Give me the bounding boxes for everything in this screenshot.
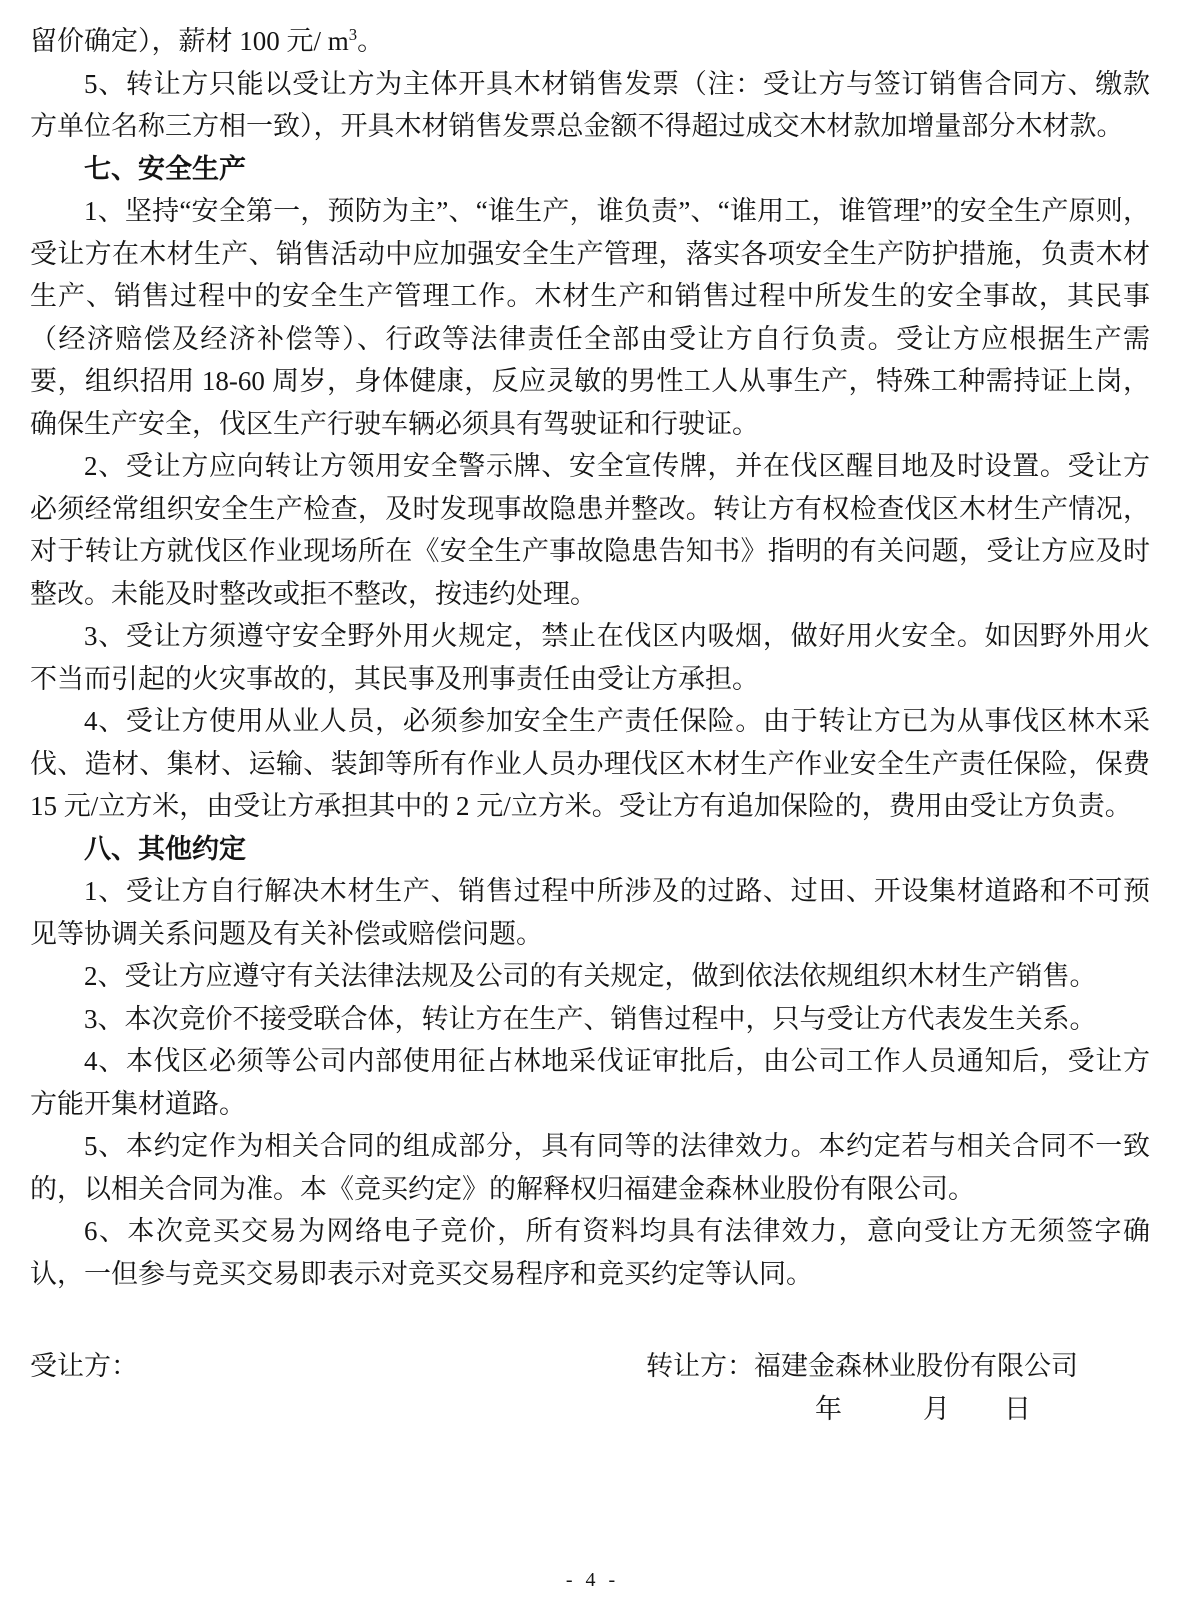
- paragraph: [30, 870, 1150, 955]
- paragraph: [30, 1040, 1150, 1125]
- section-heading: [30, 828, 1150, 871]
- paragraph: [30, 20, 1150, 63]
- text-run: 3、本次竞价不接受联合体，转让方在生产、销售过程中，只与受让方代表发生关系。: [84, 1003, 1097, 1034]
- paragraph: [30, 190, 1150, 445]
- text-run: 2、受让方应遵守有关法律法规及公司的有关规定，做到依法依规组织木材生产销售。: [84, 961, 1097, 991]
- text-run: 5、本约定作为相关合同的组成部分，具有同等的法律效力。本约定若与相关合同不一致的，以相关合同为准。本《竞买约定》的解释权归福建金森林业股份有限公司。: [30, 1131, 1150, 1204]
- paragraph: [30, 1210, 1150, 1295]
- signature-date-line: 年 月 日: [815, 1393, 1031, 1424]
- text-run: 留价确定），薪材 100 元/ m: [30, 26, 349, 56]
- text-run: 4、受让方使用从业人员，必须参加安全生产责任保险。由于转让方已为从事伐区林木采伐、造材、集材、运输、装卸等所有作业人员办理伐区木材生产作业安全生产责任保险，保费 15 元/立方米，由受让方承担其中的 2 元/立方米。受让方有追加保险的，费用由受让方负责。: [30, 706, 1150, 821]
- text-run: 1、受让方自行解决木材生产、销售过程中所涉及的过路、过田、开设集材道路和不可预见等协调关系问题及有关补偿或赔偿问题。: [30, 876, 1150, 949]
- transferee-signature-label: 受让方：: [30, 1351, 138, 1381]
- paragraph: [30, 998, 1150, 1041]
- text-run: 八、其他约定: [84, 833, 246, 864]
- paragraph: [30, 955, 1150, 998]
- paragraph: [30, 445, 1150, 615]
- paragraph: [30, 1125, 1150, 1210]
- text-run: 。: [357, 26, 385, 56]
- document-body: [30, 20, 1150, 1295]
- page-number: - 4 -: [565, 1569, 620, 1591]
- section-heading: [30, 148, 1150, 191]
- transferor-signature-label: 转让方：福建金森林业股份有限公司: [646, 1351, 1078, 1381]
- text-run: 3、受让方须遵守安全野外用火规定，禁止在伐区内吸烟，做好用火安全。如因野外用火不当而引起的火灾事故的，其民事及刑事责任由受让方承担。: [30, 621, 1150, 694]
- text-run: 5、转让方只能以受让方为主体开具木材销售发票（注：受让方与签订销售合同方、缴款方单位名称三方相一致），开具木材销售发票总金额不得超过成交木材款加增量部分木材款。: [30, 68, 1150, 141]
- signature-row: [30, 1345, 1150, 1388]
- paragraph: [30, 63, 1150, 148]
- superscript-text: 3: [348, 25, 358, 44]
- text-run: 4、本伐区必须等公司内部使用征占林地采伐证审批后，由公司工作人员通知后，受让方方能开集材道路。: [30, 1046, 1150, 1119]
- paragraph: [30, 615, 1150, 700]
- text-run: 2、受让方应向转让方领用安全警示牌、安全宣传牌，并在伐区醒目地及时设置。受让方必须经常组织安全生产检查，及时发现事故隐患并整改。转让方有权检查伐区木材生产情况，对于转让方就伐区作业现场所在《安全生产事故隐患告知书》指明的有关问题，受让方应及时整改。未能及时整改或拒不整改，按违约处理。: [30, 451, 1150, 609]
- text-run: 七、安全生产: [84, 153, 246, 184]
- text-run: 6、本次竞买交易为网络电子竞价，所有资料均具有法律效力，意向受让方无须签字确认，一但参与竞买交易即表示对竞买交易程序和竞买约定等认同。: [30, 1216, 1150, 1289]
- text-run: 1、坚持“安全第一，预防为主”、“谁生产，谁负责”、“谁用工，谁管理”的安全生产原则，受让方在木材生产、销售活动中应加强安全生产管理，落实各项安全生产防护措施，负责木材生产、销售过程中的安全生产管理工作。木材生产和销售过程中所发生的安全事故，其民事（经济赔偿及经济补偿等）、行政等法律责任全部由受让方自行负责。受让方应根据生产需要，组织招用 18-60 周岁，身体健康，反应灵敏的男性工人从事生产，特殊工种需持证上岗，确保生产安全，伐区生产行驶车辆必须具有驾驶证和行驶证。: [30, 196, 1150, 439]
- paragraph: [30, 700, 1150, 828]
- document-content: [30, 20, 1150, 1430]
